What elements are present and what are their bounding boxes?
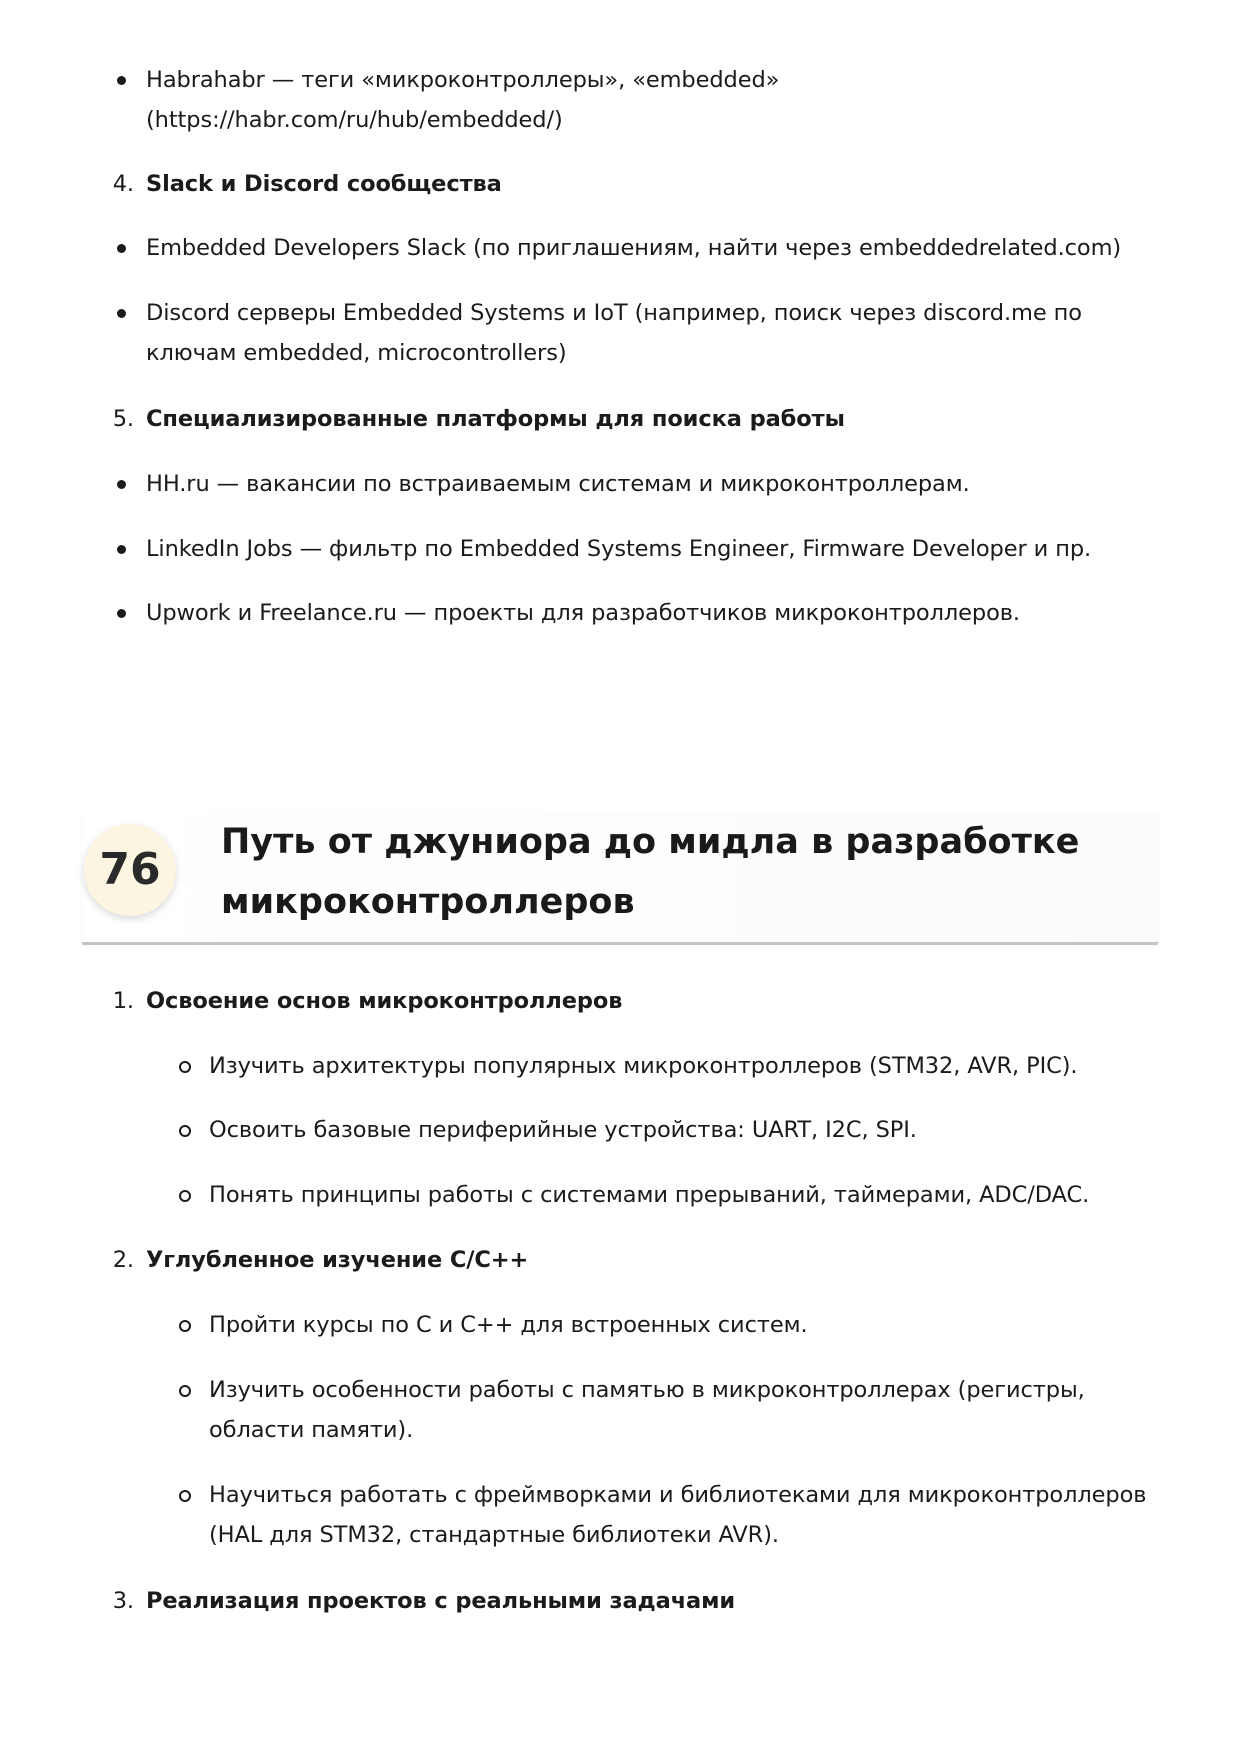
bullet-dot-icon bbox=[117, 545, 126, 554]
section-number-badge: 76 bbox=[84, 824, 176, 916]
bullet-circle-icon bbox=[179, 1061, 191, 1073]
bullet-circle-icon bbox=[179, 1385, 191, 1397]
bullet-circle-icon bbox=[179, 1125, 191, 1137]
bullet-circle-icon bbox=[179, 1320, 191, 1332]
section-title: Путь от джуниора до мидла в разработке микроконтроллеров bbox=[221, 822, 1080, 922]
bullet-dot-icon bbox=[117, 309, 126, 318]
document-page: Habrahabr — теги «микроконтроллеры», «embedded» (https://habr.com/ru/hub/embedded/) 4. Slack и Discord сообщества Embedded Developers Slack (по приглашениям, найти через embeddedrelated.com) Discord серверы Embedded Systems и IoT (например, поиск через discord.me по ключам embedded, microcontrollers) 5. Специализированные платформы для поиска работы HH.ru — вакансии по встраиваемым системам и микроконтроллерам. LinkedIn Jobs — фильтр по Embedded Systems Engineer, Firmware Developer и пр. Upwork и Freelance.ru — проекты для разработчиков микроконтроллеров. 76 Путь от джуниора до мидла в разработке микроконтроллеров 1. Освоение основ микроконтроллеров Изучить архитектуры популярных микроконтроллеров (STM32, AVR, PIC). Освоить базовые периферийные устройства: UART, I2C, SPI. Понять принципы работы с системами прерываний, таймерами, ADC/DAC. 2. Углубленное изучение C/C++ Пройти курсы по C и C++ для встроенных систем. Изучить особенности работы с памятью в микроконтроллерах (регистры, области памяти). Научиться работать с фреймворками и библиотеками для микроконтроллеров (HAL для STM32, стандартные библиотеки AVR). 3. Реализация проектов с реальными задачами bbox=[0, 0, 1239, 1753]
bullet-dot-icon bbox=[117, 609, 126, 618]
bullet-circle-icon bbox=[179, 1190, 191, 1202]
bullet-dot-icon bbox=[117, 480, 126, 489]
bullet-dot-icon bbox=[117, 244, 126, 253]
bullet-dot-icon bbox=[117, 76, 126, 85]
bullet-circle-icon bbox=[179, 1490, 191, 1502]
